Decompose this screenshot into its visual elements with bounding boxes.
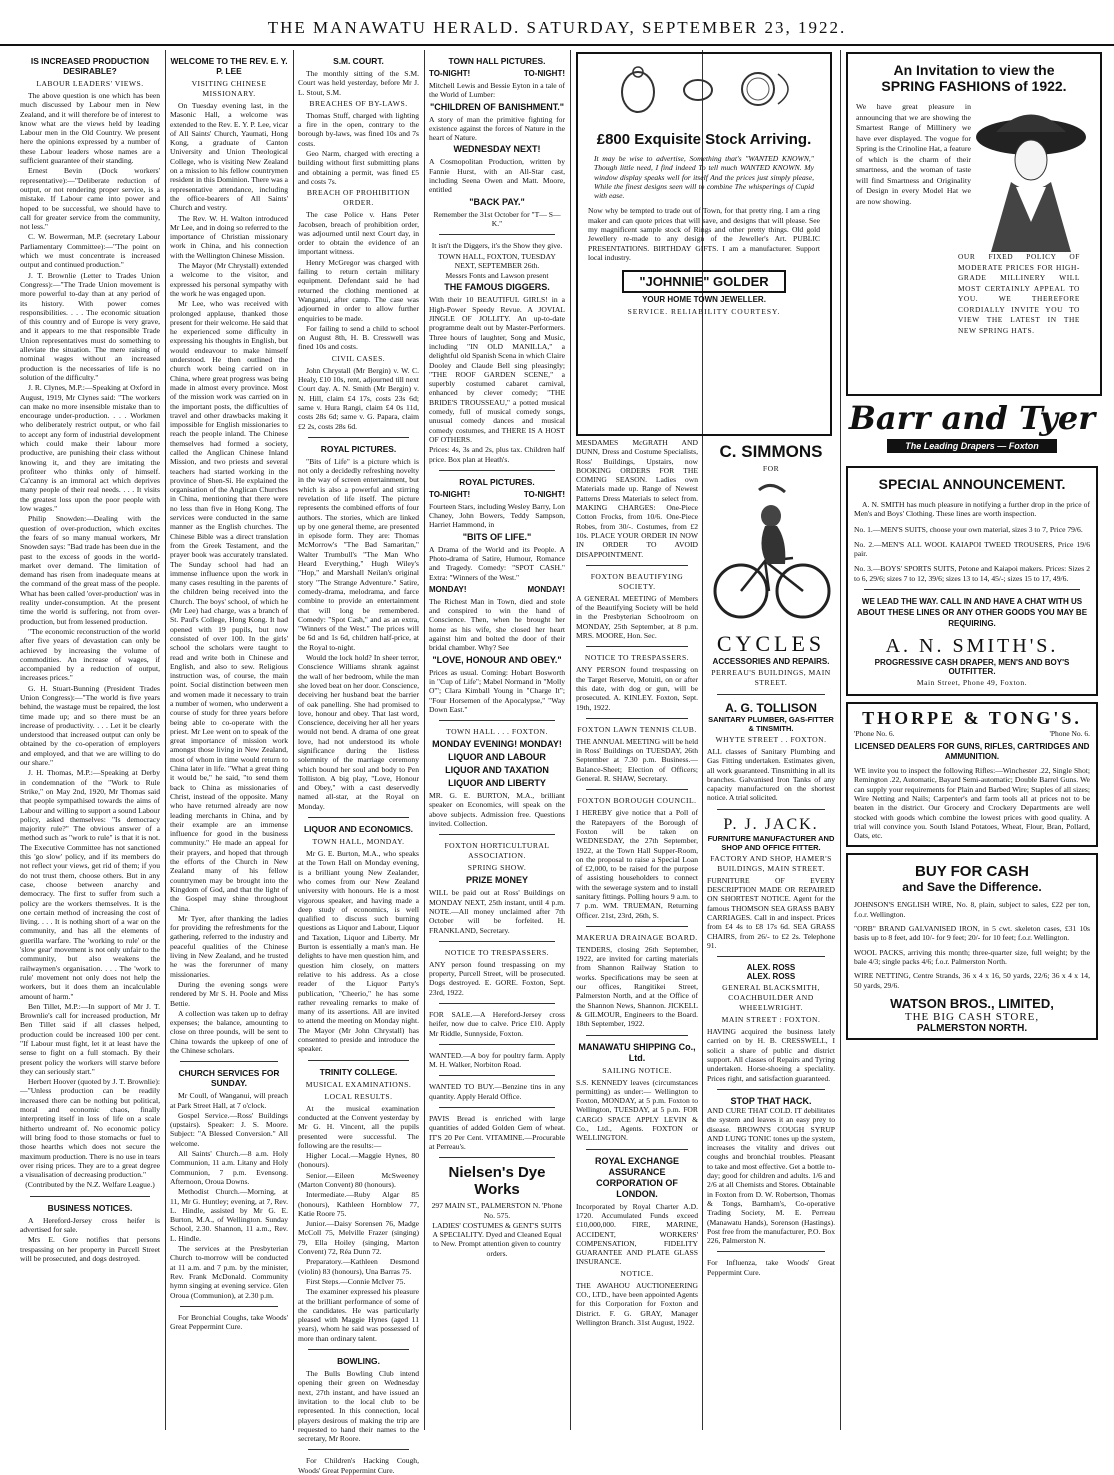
divider [586,926,688,927]
paragraph: Gospel Service.—Ross' Buildings (upstairs). Speaker: J. S. Moore. Subject: "A Blessed Conversion." All welcome. [170,1110,288,1148]
jewellery-illustration-icon [578,54,830,124]
paragraph: Mr Coull, of Wanganui, will preach at Park Street Hall, at 7 o'clock. [170,1091,288,1110]
paragraph: With their 10 BEAUTIFUL GIRLS! in a High-Power Speedy Revue. A JOVIAL JINGLE OF JOLLITY. An up-to-date programme dealt out by Master-Performers. Three hours of laughter, Song and Music, including "IN OLD MANILLA," a delightful old Spanish Scena in which Claire Dooley and Claude Bell sing pleasingly; "THE ROOF GARDEN SCENE," a superbly costumed cabaret carnival, enhanced by clever comedy; "THE BRIDE'S TROUSSEAU," a potted musical comedy, full of musical comedy songs, unusual comedy dances and musical comedy costumes, and THERE IS A HOST OF OTHERS. [429,295,565,444]
lead-text: WE LEAD THE WAY. CALL IN AND HAVE A CHAT WITH US ABOUT THESE LINES OR ANY OTHER GOODS YOU MAY BE REQUIRING. [856,597,1088,629]
section-title: TRINITY COLLEGE. [319,1066,398,1077]
masthead-title: THE MANAWATU HERALD. SATURDAY, SEPTEMBER 23, 1922. [267,18,847,37]
divider [586,718,688,719]
paragraph: I HEREBY give notice that a Poll of the Ratepayers of the Borough of Foxton will be taken on WEDNESDAY, the 27th September, 1922, at the Town Hall Supper-Room, on the proposal to raise a Special Loan of £2,000, to be raised for the purpose of assisting householders to connect with the sewerage system and to install sanitary fittings. Polling hours 9 a.m. to 7 p.m. WM. TRUEMAN, Returning Officer. 21st, 23rd, 26th, S. [576,808,698,920]
paragraph: A Drama of the World and its People. A Photo-drama of Satire, Humour, Romance and Tragedy. Comedy: "SPOT CASH." Extra: "Winners of the West." [429,544,565,582]
cash-title: BUY FOR CASH [915,863,1029,881]
paragraph: A Hereford-Jersey cross heifer is advertised for sale. [20,1215,160,1235]
paragraph: Higher Local.—Maggie Hynes, 80 (honours). [298,1151,419,1170]
paragraph: Henry McGregor was charged with failing to return certain military equipment. Defendant said he had returned the clothing mentioned at Wanganui, after camp. The case was adjourned in order to allow further enquiries to be made. [298,257,419,323]
paragraph: On Tuesday evening last, in the Masonic Hall, a welcome was extended to the Rev. E. Y. P. Lee, vicar of All Saints' Church, Yaumati, Hong Kong, a graduate of Canton University and Union Theological College, who is visiting New Zealand on a mission to his fellow countrymen resident in this Dominion. There was a representative attendance, including the office-bearers of All Saints' Church and vestry. [170,101,288,213]
paragraph: Intermediate.—Ruby Algar 85 (honours), Kathleen Hornblow 77, Katie Roore 75. [298,1190,419,1218]
lecture-title: LIQUOR AND TAXATION [445,765,549,776]
article-title: WELCOME TO THE REV. E. Y. P. LEE [170,56,288,76]
film-title: "BACK PAY." [469,196,525,207]
column-7 [846,396,1098,1426]
divider [308,817,409,818]
paragraph: AND CURE THAT COLD. IT debilitates the system and leaves it an easy prey to disease. BROWN'S COUGH SYRUP AND LUNG TONIC tones up the system, increases the vitality and drives out coughs and bronchial troubles. Pleasant to take and most effective. Get a bottle to-day; good for children and adults. 1/6 and 2/6 at all Chemists and Stores. Obtainable in Foxton from D. W. Robertson, Thomas & Tongs, Barnham's, Co-operative Trading Society, M. E. Perreau (Manawatu Hands), Sorenson (Hastings). Post free from the manufacturer, P.O. Box 226, Palmerston N. [707,1105,835,1246]
classified-ad: FOR SALE.—A Hereford-Jersey cross heifer, now due to calve. Price £10. Apply Mr Riddle, Sunnyside, Foxton. [429,1010,565,1038]
address: WHYTE STREET . . FOXTON. [715,735,827,744]
divider [30,1196,150,1197]
paragraph: The examiner expressed his pleasure at the brilliant performance of some of the candidates. He was particularly pleased with Maggie Hynes (aged 11 years), whom he said was possessed of more than ordinary talent. [298,1287,419,1343]
paragraph: LADIES' COSTUMES & GENT'S SUITS A SPECIALITY. Dyed and Cleaned Equal to New. Prompt attention given to country orders. [432,1220,562,1258]
paragraph: Thomas Stuff, charged with lighting a fire in the open, contrary to the borough by-laws, was fined 10s and 7s costs. [298,110,419,148]
divider [586,646,688,647]
fashion-advert [846,52,1102,396]
paragraph: J. R. Clynes, M.P.:—Speaking at Oxford in August, 1919, Mr Clynes said: "The workers can make no more insensible mistake than to encourage under-production. . . . Workmen who deliberately restrict output, or who fail to accept any form of industrial development which could make their labour more productive, are punishing their class without knowing it, and they are imitating the profiteer who thinks only of himself. Ca'canny is an immoral act which deprives many people of their real needs. . . . It visits the greatest loss upon the poor people with low wages." [20,383,160,514]
paragraph: Junior.—Daisy Sorensen 76, Madge McColl 75, Melville Frazer (singing) 79, Ella Hoiley (singing, Marton Convent) 72, Réa Dunn 72. [298,1219,419,1257]
divider [439,720,555,721]
divider [439,470,555,471]
subheading: FOXTON BOROUGH COUNCIL. [577,796,697,806]
subheading: LOCAL RESULTS. [324,1091,393,1101]
subheading: GENERAL BLACKSMITH, COACHBUILDER AND WHEELWRIGHT. [722,983,820,1013]
column-rule [570,50,571,1430]
paragraph: Mitchell Lewis and Bessie Eyton in a tale of the World of Lumber: [429,81,565,100]
paragraph: THE ANNUAL MEETING will be held in Ross' Buildings on TUESDAY, 26th September at 7.30 p.m. Business.—Balance-Sheet; Election of Officers; General. R. SHAW, Secretary. [576,736,698,784]
subheading: MANAWATU SHIPPING Co., Ltd. [578,1041,696,1063]
paragraph: Mr Tyer, after thanking the ladies for providing the refreshments for the gathering, referred to the industry and peaceful qualities of the Chinese living in New Zealand, and he trusted he was the forerunner of many missionaries. [170,913,288,979]
film-title: "BITS OF LIFE." [462,531,532,542]
classified-ad: WANTED TO BUY.—Benzine tins in any quantity. Apply Herald Office. [429,1082,565,1101]
paragraph: Messrs Fonts and Lawson present [445,271,549,281]
divider [308,437,409,438]
section-title: ROYAL PICTURES. [320,443,397,454]
paragraph: MR. G. E. BURTON, M.A., brilliant speaker on Economics, will speak on the above subjects. Admission free. Questions invited. Collection. [429,791,565,829]
paragraph: FURNITURE OF EVERY DESCRIPTION MADE OR REPAIRED ON SHORTEST NOTICE. Agent for the famous THOMSON SEA GRASS BABY CARRIAGES. Call in and inspect. Prices from £4 4s to £8 17s 6d. SEA GRASS CHAIRS, from 26/- to £2 2s. Telephone 91. [707,875,835,950]
nielsen-title: Nielsen's Dye Works [448,1164,546,1199]
paragraph: A GENERAL MEETING of Members of the Beautifying Society will be held in the Presbyterian Schoolroom on MONDAY, 25th September, at 8 p.m. MRS. MOORE, Hon. Sec. [576,593,698,641]
paragraph: Incorporated by Royal Charter A.D. 1720. Accumulated Funds exceed £10,000,000. FIRE, MARINE, ACCIDENT, WORKERS' COMPENSATION, FIDELITY GUARANTEE AND PLATE GLASS INSURANCE. [576,1201,698,1267]
paragraph: Now why be tempted to trade out of Town, for that pretty ring. I am a ring maker and can quote prices that will save, and designs that will please. See my magnificent sample stock of Rings and other pretty things. Old gold Jewellery re-made to any design of the Jeweller's Art. PUBLIC PRESENTATIONS. BIRTHDAY GIFTS. I am a manufacturer. Support local industry. [588,206,820,262]
address: FACTORY AND SHOP, HAMER'S BUILDINGS, MAIN STREET. [710,853,832,873]
subheading: TOWN HALL, MONDAY. [312,837,405,847]
simmons-title: C. SIMMONS [719,442,823,461]
barr-tagline: The Leading Drapers — Foxton [887,439,1057,453]
ross-title: ALEX. ROSS [746,972,796,982]
subheading: FOXTON BEAUTIFYING SOCIETY. [590,571,684,591]
film-title: "CHILDREN OF BANISHMENT." [429,101,565,112]
address: 297 MAIN ST., PALMERSTON N. 'Phone No. 575. [431,1201,563,1220]
section-title: BOWLING. [337,1356,380,1367]
subheading: FOXTON LAWN TENNIS CLUB. [577,724,697,734]
paragraph: The case Police v. Hans Peter Jacobsen, breach of prohibition order, was adjourned until next Court day, in order to obtain the evidence of an important witness. [298,210,419,257]
phone-number: 'Phone No. 6. [1049,729,1090,739]
address: PERREAU'S BUILDINGS, MAIN STREET. [711,668,831,687]
paragraph: A Cosmopolitan Production, written by Fannie Hurst, with an All-Star cast, including Seena Owen and Matt. Moore, entitled [429,157,565,195]
column-rule [424,50,425,1430]
invite-line-1: An Invitation to view the [893,62,1055,78]
paragraph: HAVING acquired the business lately carried on by H. B. CRESSWELL, I solicit a share of public and district support. All classes of Repairs and Tyring undertaken. Horse-shoeing a speciality. Prices right, and satisfaction guaranteed. [707,1027,835,1083]
classified-ad: PAVIS Bread is enriched with large quantities of added Golden Gem of wheat. IT'S 20 Per Cent. VITAMINE.—Procurable at Perreau's. [429,1114,565,1151]
column-4 [429,50,565,1430]
divider [439,834,555,835]
film-title: "LOVE, HONOUR AND OBEY." [432,654,562,665]
divider [717,1251,825,1252]
monday-row [429,585,565,594]
subheading: MONDAY EVENING! MONDAY! [432,739,562,750]
divider [439,1003,555,1004]
divider [439,941,555,942]
divider [439,234,555,235]
watson-title: WATSON BROS., LIMITED, [890,995,1054,1011]
policy-text: OUR FIXED POLICY OF MODERATE PRICES FOR HIGH-GRADE MILLINERY WILL MOST CERTAINLY APPEAL TO YOU. WE THEREFORE CORDIALLY INVITE YOU TO VIEW THE LATEST IN THE NEW SPRING HATS. [958,252,1080,335]
subheading: SAILING NOTICE. [602,1065,672,1075]
column-rule [165,50,166,1430]
section-title: BUSINESS NOTICES. [47,1202,133,1213]
bicycle-rider-icon [707,476,835,626]
divider [586,1149,688,1150]
subheading: ACCESSORIES AND REPAIRS. [712,657,830,666]
paragraph: Prices: 4s, 3s and 2s, plus tax. Children half price. Box plan at Heath's. [429,445,565,464]
paragraph: The monthly sitting of the S.M. Court was held yesterday, before Mr J. L. Stout, S.M. [298,69,419,97]
paragraph: TENDERS, closing 26th September, 1922, are invited for carting materials from Shannon Railway Station to works. Specifications may be seen at our offices, Rangitikei Street, Palmerston North, and at the Office of the Shannon News, Shannon. JICKELL & GILMOUR, Engineers to the Board. 18th September, 1922. [576,944,698,1029]
paragraph: ALL classes of Sanitary Plumbing and Gas Fitting undertaken. Estimates given, all work guaranteed. Tinsmithing in all its branches. Galvanised Iron Tanks of any capacity manufactured on the shortest notice. A trial solicited. [707,747,835,803]
paragraph: A story of man the primitive fighting for existence against the forces of Nature in the heart of Nature. [429,114,565,143]
divider [864,589,1080,590]
watson-subtitle: THE BIG CASH STORE, [904,1010,1040,1023]
column-2 [170,50,288,1430]
section-title: TOWN HALL PICTURES. [448,56,546,66]
divider [439,1044,555,1045]
subheading: TOWN HALL . . . FOXTON. [446,727,548,737]
attribution: (Contributed by the N.Z. Welfare League.) [25,1180,155,1190]
classified-ad: WANTED.—A boy for poultry farm. Apply M. H. Walker, Norbiton Road. [429,1050,565,1070]
thorpe-title: THORPE & TONG'S. [862,708,1082,729]
divider [439,1107,555,1108]
advert-line: For Influenza, take Woods' Great Peppermint Cure. [707,1258,835,1277]
subheading: PRIZE MONEY [465,875,528,886]
subheading: BREACHES OF BY-LAWS. [309,98,408,108]
divider [717,694,825,695]
paragraph: We have great pleasure in announcing that we are showing the Smartest Range of Millinery we have ever displayed. The vogue for Spring is the Crinoline Hat, a feature of which is the charm of their smartness, and the woman of taste will find Smartness and Originality of Design in every Model Hat we are now showing. [856,102,971,206]
paragraph: A. N. SMITH has much pleasure in notifying a further drop in the price of Men's and Boys' Clothing. These lines are worth inspection. [854,500,1090,519]
subheading: FURNITURE MANUFACTURER AND SHOP AND OFFICE FITTER. [707,833,835,852]
paragraph: The services at the Presbyterian Church to-morrow will be conducted at 11 a.m. and 7 p.m. by the minister, Rev. Frank McDonald. Community hymn singing at evening service. Glen Oroua (Communion), at 2.30 p.m. [170,1244,288,1300]
divider [717,809,825,810]
paragraph: G. H. Stuart-Bunning (President Trades Union Congress):—"The world is five years behind, the wastage must be repaired, the lost time made up; and so there must be an increase of productivity. . . . Let it be clearly understood that increased output can only be obtained by the co-operation of employers and employed, and that we are willing to do our share." [20,683,160,768]
list-item: WIRE NETTING, Centre Strands, 36 x 4 x 16, 50 yards, 22/6; 36 x 4 x 14, 50 yards, 29/6. [854,971,1090,990]
subheading: FOR [762,464,780,473]
divider [717,1089,825,1090]
list-item: No. 2.—MEN'S ALL WOOL KAIAPOI TWEED TROUSERS, Price 19/6 pair. [854,539,1090,559]
divider [717,956,825,957]
paragraph: J. H. Thomas, M.P.:—Speaking at Derby in condemnation of the "Work to Rule Strike," on May 2nd, 1920, Mr Thomas said that people sympathised towards the aims of Labour and willing to support a sound Labour policy, asked themselves: "Is democracy majority rule?" The obvious answer of a method such as "work to rule" is that it is not. The Executive Committee has not sanctioned this 'go slow' policy, and if its members do not reflect your views, get rid of them; if you do not trust them, choose others. But in any case, choose between anarchy and democracy. The first to suffer from such a policy are the workers themselves. It is the one certain method of increasing the cost of living. . . . It is nothing short of a war on the community, and has all the elements of guerilla warfare. The 'working to rule' or the 'slow gear' movement is not only unfair to the community, but also weakens the railwaymen's organisation. . . . The 'work to rule' movement not only does not help the workers, but it does them an incalculable amount of harm." [20,768,160,1001]
divider [180,1061,278,1062]
list-item: No. 3.—BOYS' SPORTS SUITS, Petone and Kaiapoi makers. Prices: Sizes 2 to 6, 29/6; sizes 7 to 12, 39/6; sizes 13 to 14, 45/-; sizes 15 to 17, 49/6. [854,564,1090,583]
paragraph: Herbert Hoover (quoted by J. T. Brownlie):—"Unless production can be readily increased there can be nothing but political, moral and economic chaos, finally interpreting itself in loss of life on a scale hitherto undreamt of. No economic policy will bring food to those stomachs or fuel to those hearths which does not secure the maximum production. There is no use in tears over rising prices. They are to a great degree a visualisation of decreasing production." [20,1077,160,1180]
subheading: CIVIL CASES. [331,353,386,363]
paragraph: ANY PERSON found trespassing on the Target Reserve, Motuiti, on or after this date, with dog or gun, will be prosecuted. A. KINLEY. Foxton, Sept. 19th, 1922. [576,665,698,712]
tonight-label: TO-NIGHT! [523,69,565,78]
special-announcement-title: SPECIAL ANNOUNCEMENT. [878,476,1066,492]
monday-label: MONDAY! [429,584,467,594]
monday-label: MONDAY! [527,584,565,594]
advert-line: For Children's Hacking Cough, Woods' Great Peppermint Cure. [298,1456,419,1475]
phone-number: 'Phone No. 6. [854,729,895,739]
address: Main Street, Phone 49, Foxton. [916,678,1028,688]
paragraph: Would the lock hold? In sheer terror, Conscience Williams shrank against the wall of her bedroom, while the man she loved beat on her door. Conscience, deceiving her husband beat the barrier of oak panelling. She had promised to love, honour and obey. That last word, Conscience, deceiving her all her years would not bend. A drama of one great love, had not understood its whole significance during the listless solemnity of the marriage ceremony which bound her soul and body to Pen Tolliston. A big play, "Love, Honour and Obey," with a cast deservedly named all-star, at the Royal on Monday. [298,653,419,811]
tonight-label: TO-NIGHT! [429,69,471,78]
lady-in-hat-icon [971,102,1091,252]
paragraph: The Mayor (Mr Chrystall) extended a welcome to the visitor, and expressed his personal sympathy with the work he was engaged upon. [170,261,288,298]
paragraph: WILL be paid out at Ross' Buildings on MONDAY NEXT, 25th instant, until 4 p.m. NOTE.—All money unclaimed after 7th October will be forfeited. H. FRANKLAND, Secretary. [429,888,565,935]
paragraph: Prices as usual. Coming: Hobart Bosworth in "Cup of Life"; Mabel Normand in "Molly O'"; Clara Kimball Young in "Charge It"; "Four Horsemen of the Apocalypse," "Way Down East." [429,667,565,714]
paragraph: Ernest Bevin (Dock workers' representative):—"Deliberate reduction of output, or not rendering proper service, is a mistake. If Labour came into power and hoped to be successful, we should have to call for greater service from the community, not less." [20,166,160,232]
tonight-label: TO-NIGHT! [523,489,565,499]
subheading: PROGRESSIVE CASH DRAPER, MEN'S AND BOY'S OUTFITTER. [874,658,1070,677]
lecture-title: LIQUOR AND LABOUR [448,752,546,763]
cash-subtitle: and Save the Difference. [902,880,1042,895]
paragraph: A collection was taken up to defray expenses; the balance, amounting to close on three pounds, will be sent to China towards the upkeep of one of the Chinese scholars. [170,1008,288,1055]
paragraph: Mrs E. Gore notifies that persons trespassing on her property in Purcell Street will be prosecuted, and dogs destroyed. [20,1235,160,1263]
paragraph: Ben Tillet, M.P.:—In support of Mr J. T. Brownlie's call for increased production, Mr Ben Tillet said if all classes helped, production could be increased 100 per cent. "If Labour must fight, let it at least have the sense to fight on a full stomach. By their present policy the workers will starve before they can seriously start." [20,1001,160,1076]
paragraph: Preparatory.—Kathleen Desmond (violin) 83 (honours), Una Barras 75. [298,1257,419,1276]
column-3 [298,50,419,1475]
paragraph: J. T. Brownlie (Letter to Trades Union Congress):—"The Trade Union movement is more powerful to-day than at any period of its history. With power comes responsibilities. . . . The economic situation of this country and of Europe is very grave, and it appears to me that responsible Trade Union representatives must do something to alleviate the situation. The mere raising of nominal wages without an increased production is the necessaries of life is no solution of the difficulty." [20,270,160,382]
subheading: NOTICE TO TRESPASSERS. [444,947,550,957]
paragraph: For failing to send a child to school on August 8th, H. B. Cresswell was fined 10s and costs. [298,323,419,352]
show-title: THE FAMOUS DIGGERS. [444,282,550,293]
list-item: "ORB" BRAND GALVANISED IRON, in 5 cwt. skeleton cases, £31 10s basis up to 8 feet, add 10/- for 9 feet; 20/- for 10 feet; f.o.r. Wellington. [854,924,1090,943]
paragraph: Mr Lee, who was received with prolonged applause, thanked those present for their welcome. He said that he experienced some difficulty in expressing his thoughts in English, but would endeavour to make himself understood. He then outlined the church work being carried on in China, where great progress was being made in almost every province. Most of the mission work was carried on in the important posts, the difficulties of travel and other drawbacks making it impossible for English missionaries to reach the people inland. The Chinese themselves had formed a society, called the Anglican Chinese Inland Mission, and two priests and several teachers had started working in the province of Shen-Si. He explained the organisation of the Anglican Churches in China, mentioning that there were no less than five in Hong Kong. The services were conducted in the same manner as the English churches. The Chinese Bible was a direct translation from the Greek Testament, and the prayer book was accurately translated. The Sunday school had had an immense influence upon the work in many cases resulting in the parents of the children being received into the Church. The boys' school, of which he (Mr Lee) had charge, was a branch of St. Paul's College, Hong Kong. It had opened with 19 pupils, but now consisted of over 100. In the girls' school the scholars were taught to read and write both in Chinese and English, and also to sew. Religious instruction was, of course, the main point. Social distinction between men and women made it necessary to train a number of women, who underwent a course of study for three years before being able to co-operate with the priest. Mr Lee went on to speak of the great importance of mission work amongst those living in New Zealand, most of whom in time would return to China later in life. "What a great thing it would be," he said, "to send them back to China as missionaries of Christ, instead of the opposite. Many who have returned already are now leading merchants in China, and by their example are an immense influence for good in the business community." He made an appeal for their prayers, and hoped that through the efforts of the Church in New Zealand many of his fellow countrymen may be brought into the Kingdom of God, and that the light of the Gospel may shine throughout China. [170,299,288,913]
section-title: ROYAL PICTURES. [459,476,535,487]
golder-name: "JOHNNIE" GOLDER [622,270,786,293]
divider [586,1035,688,1036]
barr-and-tyer-logo: Barr and Tyer [848,399,1096,437]
subheading: ROYAL EXCHANGE ASSURANCE CORPORATION OF LONDON. [594,1155,680,1199]
jack-title: P. J. JACK. [723,815,819,833]
paragraph: Senior.—Eileen McSweeney (Marton Convent) 80 (honours). [298,1170,419,1189]
paragraph: The above question is one which has been much discussed by Labour men in New Zealand, and it will therefore be of interest to know what are the views held by leading Labour men in the Old Country. We present here the opinions expressed by a number of these Labour leaders whose names are a sufficient guarantee of their standing. [20,91,160,166]
subheading: WEDNESDAY NEXT! [453,144,541,155]
column-1 [20,50,160,1430]
divider [586,789,688,790]
subheading: MUSICAL EXAMINATIONS. [305,1079,412,1089]
paragraph: C. W. Bowerman, M.P. (secretary Labour Parliamentary Committee):—"The point on which we must concentrate is increased output and continued production." [20,232,160,270]
article-subtitle: LABOUR LEADERS' VIEWS. [36,79,144,88]
paragraph: ANY person found trespassing on my property, Purcell Street, will be prosecuted. Dogs destroyed. E. GORE. Foxton, Sept. 23rd, 1922. [429,959,565,997]
subheading: SPRING SHOW. [467,863,527,873]
list-item: JOHNSON'S ENGLISH WIRE, No. 8, plain, subject to sales, £22 per ton, f.o.r. Wellington. [854,900,1090,919]
paragraph: All Saints' Church.—8 a.m. Holy Communion, 11 a.m. Litany and Holy Communion, 7 p.m. Evensong. Afternoon, Oroua Downs. [170,1149,288,1186]
ansmith-title: A. N. SMITH'S. [885,635,1059,658]
masthead [0,0,1114,46]
list-item: WOOL PACKS, arriving this month; three-quarter size, full weight; by the bale 4/3; single packs 4/6; f.o.r. Palmerston North. [854,947,1090,966]
golder-subtitle: YOUR HOME TOWN JEWELLER. [642,295,766,305]
tonight-row [429,69,565,78]
cycles-title: CYCLES [716,631,826,656]
tollison-title: A. G. TOLLISON [725,701,817,715]
paragraph: "Bits of Life" is a picture which is not only a decidedly refreshing novelty in the way of screen entertainment, but which is also a powerful and stirring revelation of life itself. The picture represents the combined efforts of four authors. The stories, which are linked up by one general theme, are presented in episode form. They are: Thomas McMorrow's "The Bad Samaritan," Walter Trumbull's "The Man Who Heard Everything," Hugh Wiley's "Hop," and Marshall Neilan's original story "The Strange Adventure." Satire, comedy-drama, melodrama, and farce combine to provide an entertainment that will long be remembered. Comedy: "Spot Cash," and as an extra, "Winners of the West." The prices will be 6d and 1s 6d, children half-price, at the Royal to-night. [298,456,419,652]
paragraph: The Bulls Bowling Club intend opening their green on Wednesday next, 27th instant, and have issued an invitation to the local club to be represented. In this connection, local players desirous of making the trip are requested to hand their names to the secretary, Mr Roore. [298,1369,419,1444]
tonight-row [429,490,565,499]
column-5 [576,438,698,1428]
paragraph: During the evening songs were rendered by Mr S. H. Poole and Miss Bettie. [170,979,288,1008]
paragraph: First Steps.—Connie McIver 75. [306,1276,406,1286]
divider [308,1060,409,1061]
column-6 [707,438,835,1428]
golder-headline: £800 Exquisite Stock Arriving. [596,131,812,148]
paragraph: The Rev. W. H. Walton introduced Mr Lee, and in doing so referred to the importance of Christian missionary work in China, and his connection with the Wellington Chinese Mission. [170,213,288,260]
paragraph: It isn't the Diggers, it's the Show they give. [431,241,563,251]
section-title: S.M. COURT. [333,56,384,66]
divider [308,1449,409,1450]
paragraph: Methodist Church.—Morning, at 11, Mr G. Huntley; evening, at 7, Rev. L. Hindle, assisted by Mr G. E. Burton, M.A., of Wellington. Sunday School, 2.30. Shannon, 11 a.m., Rev. L. Hindle. [170,1187,288,1243]
paragraph: The Richest Man in Town, died and stole and conspired to win the hand of Conscience. Then, when he brought her home as his wife, she closed her heart against him and bolted the door of their bridal chamber. Why? See [429,596,565,653]
paragraph: At the musical examination conducted at the Convent yesterday by Mr G. H. Vincent, all the pupils presented were successful. The following are the results:— [298,1103,419,1150]
subheading: LICENSED DEALERS FOR GUNS, RIFLES, CARTRIDGES AND AMMUNITION. [854,742,1090,762]
paragraph: John Chrystall (Mr Bergin) v. W. C. Healy, £10 10s, rent, adjourned till next Court day. A. N. Smith (Mr Bergin) v. N. Hill, claim £4 17s, costs 23s 6d; same v. Hura Rangi, claim £4 0s 11d, costs 28s 6d; same v. G. Papara, claim £2 2s, costs 28s 6d. [298,365,419,431]
lecture-title: LIQUOR AND LIBERTY [448,778,546,789]
verse: It may be wise to advertise, Something that's "WANTED KNOWN," Though little need, I find indeed To tell much WANTED KNOWN. My window display speaks well for itself And the prices just simply please, While the finest designs seen will to combine The whisperings of Cupid with ease. [594,154,814,201]
subheading: BREACH OF PROHIBITION ORDER. [306,188,411,208]
column-rule [840,50,841,1430]
divider [439,1075,555,1076]
address: MAIN STREET : FOXTON. [721,1015,821,1025]
golder-advert [576,52,832,436]
subheading: FOXTON HORTICULTURAL ASSOCIATION. [444,841,550,861]
paragraph: Mr G. E. Burton, M.A., who speaks at the Town Hall on Monday evening, is a brilliant young New Zealander, who comes from our New Zealand university with honours. He is a most vigorous speaker, and having made a deep study of economics, is well qualified to discuss such burning questions as Liquor and Labour, Liquor and Taxation, Liquor and Liberty. Mr Burton is essentially a man's man. He delights to have men question him, and question him closely, on matters relative to his address. As a close reader of the Liquor Party's publication, "Cheerio," he has some rather revealing remarks to make of many of its assertions. All are invited to attend the meeting on Monday night. The Mayor (Mr John Chrystall) has consented to preside and introduce the speaker. [298,849,419,1054]
paragraph: Fourteen Stars, including Wesley Barry, Lon Chaney, John Bowers, Teddy Sampson, Harriet Hammond, in [429,501,565,530]
paragraph: MESDAMES McGRATH AND DUNN, Dress and Costume Specialists, Ross' Buildings, Upstairs, now BOOKING ORDERS FOR THE COMING SEASON. Ladies own Materials made up. Range of Newest Patterns Dress Materials to select from. MAKING CHARGES: One-Piece Cotton Frocks, from 10/6. One-Piece Robes, from 30/-. Costumes, from £2 10s. PLACE YOUR ORDER IN NOW IN ORDER TO AVOID DISAPPOINTMENT. [576,438,698,559]
section-title: LIQUOR AND ECONOMICS. [303,824,414,835]
divider [586,565,688,566]
paragraph: Philip Snowden:—Dealing with the question of over-production, which excites the fears of so many manual workers, Mr Snowden says: "Bad trade has been due in the past to the excess of goods in the world-market over demand. The limitation of demand has risen from inadequate means at the command of the great mass of the people. What has been called 'over-production' was in reality under-consumption. At the present time the world is suffering, not from over-production, but from lessened production. [20,514,160,626]
article-subtitle: VISITING CHINESE MISSIONARY. [191,79,267,98]
subheading: NOTICE. [620,1268,654,1278]
paragraph: THE AWAHOU AUCTIONEERING CO., LTD., have been appointed Agents for this Corporation for Foxton and District. F. G. GRAY, Manager Wellington Branch. 31st August, 1922. [576,1280,698,1327]
article-title: IS INCREASED PRODUCTION DESIRABLE? [30,56,150,76]
paragraph: Remember the 31st October for "T— S— K." [433,209,561,228]
watson-location: PALMERSTON NORTH. [916,1022,1028,1034]
divider [308,1349,409,1350]
paragraph: WE invite you to inspect the following Rifles:—Winchester .22, Single Shot; Remington .22, Automatic, Bayard Semi-automatic; Double Barrel Guns. We can supply your requirements for Plain and Barbed Wire; Staples of all sizes; Wire Netting and Nails; Carpenter's and farm tools all at prices not to be beaten in the district. Our Grocery and Crockery Departments are well stocked with goods which combine the lowest prices with good quality. A trial will convince you. South Island Potatoes, Wheat, Flour, Bran, Pollard, Oats, etc. [854,766,1090,841]
ross-title: ALEX. ROSS [746,963,796,973]
subheading: NOTICE TO TRESPASSERS. [584,653,690,663]
golder-tagline: SERVICE. RELIABILITY COURTESY. [627,307,781,317]
list-item: No. 1.—MEN'S SUITS, choose your own material, sizes 3 to 7, Price 79/6. [854,524,1083,534]
divider [180,1306,278,1307]
tonight-label: TO-NIGHT! [429,489,471,499]
subheading: MAKERUA DRAINAGE BOARD. [576,932,698,942]
paragraph: Geo Narm, charged with erecting a building without first submitting plans and obtaining a permit, was fined £5 and costs 7s. [298,149,419,186]
advert-line: For Bronchial Coughs, take Woods' Great Peppermint Cure. [170,1312,288,1332]
subheading: STOP THAT HACK. [730,1095,812,1106]
column-rule [293,50,294,1430]
invite-line-2: SPRING FASHIONS of 1922. [881,78,1067,94]
divider [439,1157,555,1158]
paragraph: TOWN HALL, FOXTON, TUESDAY NEXT, SEPTEMBER 26th. [438,251,556,270]
subheading: SANITARY PLUMBER, GAS-FITTER & TINSMITH. [708,715,834,733]
paragraph: "The economic reconstruction of the world after five years of devastation can only be achieved by increasing the volume of commodities. An increase of wages, if accompanied by a reduction of output, increases prices." [20,626,160,683]
paragraph: S.S. KENNEDY leaves (circumstances permitting) as under:— Wellington to Foxton, MONDAY, at 5 p.m. Foxton to Wellington, TUESDAY, at 5 p.m. FOR CARGO SPACE APPLY LEVIN & Co., Ltd., Agents. FOXTON or WELLINGTON. [576,1077,698,1143]
section-title: CHURCH SERVICES FOR SUNDAY. [178,1068,280,1089]
